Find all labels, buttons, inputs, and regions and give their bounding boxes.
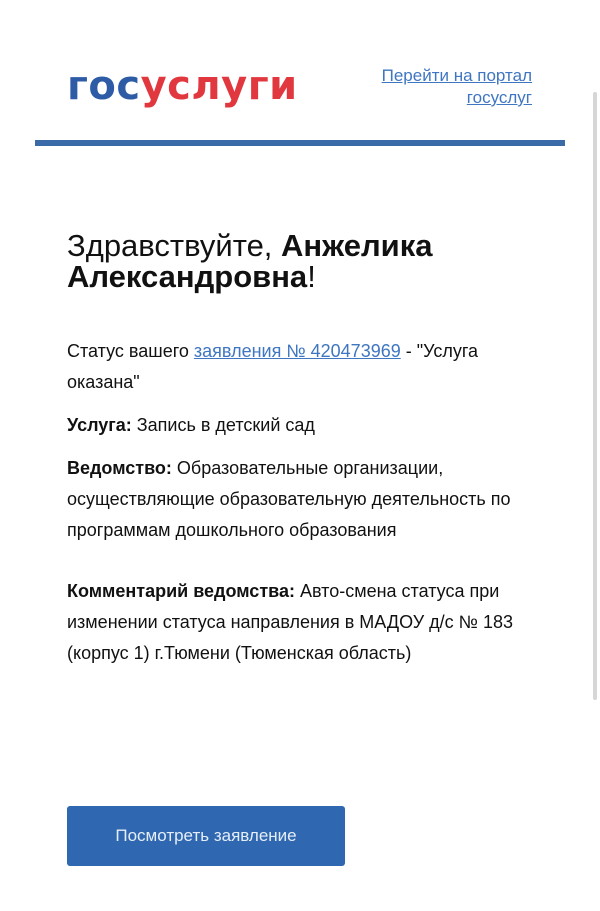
service-label: Услуга: <box>67 415 132 435</box>
status-paragraph <box>67 336 547 398</box>
application-number-link[interactable]: заявления № 420473969 <box>193 341 401 361</box>
service-paragraph <box>67 410 547 441</box>
greeting-prefix: Здравствуйте, <box>67 228 282 263</box>
department-label: Ведомство: <box>67 458 172 478</box>
comment-label: Комментарий ведомства: <box>67 581 295 601</box>
go-to-portal-link[interactable] <box>382 65 532 109</box>
service-value: Запись в детский сад <box>131 415 315 435</box>
greeting-heading <box>67 230 547 292</box>
comment-paragraph <box>67 576 547 669</box>
status-value: - "Услуга оказана" <box>67 341 479 392</box>
recipient-name: Анжелика Александровна <box>67 228 433 294</box>
view-application-button[interactable]: Посмотреть заявление <box>67 806 345 866</box>
email-body <box>67 230 547 681</box>
email-header <box>35 0 565 146</box>
portal-link-line2[interactable]: госуслуг <box>466 88 532 107</box>
logo-part-gos: гос <box>67 63 141 109</box>
comment-value: Авто-смена статуса при изменении статуса направления в МАДОУ д/с № 183 (корпус 1) г.Тюмени (Тюменская область) <box>67 581 513 663</box>
header-divider <box>35 140 565 146</box>
status-prefix: Статус вашего <box>67 341 194 361</box>
gosuslugi-logo[interactable] <box>67 62 298 110</box>
scrollbar[interactable] <box>593 92 597 700</box>
logo-part-uslugi: услуги <box>140 63 298 109</box>
greeting-suffix: ! <box>307 259 316 294</box>
department-value: Образовательные организации, осуществляющие образовательную деятельность по программам дошкольного образования <box>67 458 511 540</box>
portal-link-line1[interactable]: Перейти на портал <box>381 66 532 85</box>
department-paragraph <box>67 453 547 546</box>
